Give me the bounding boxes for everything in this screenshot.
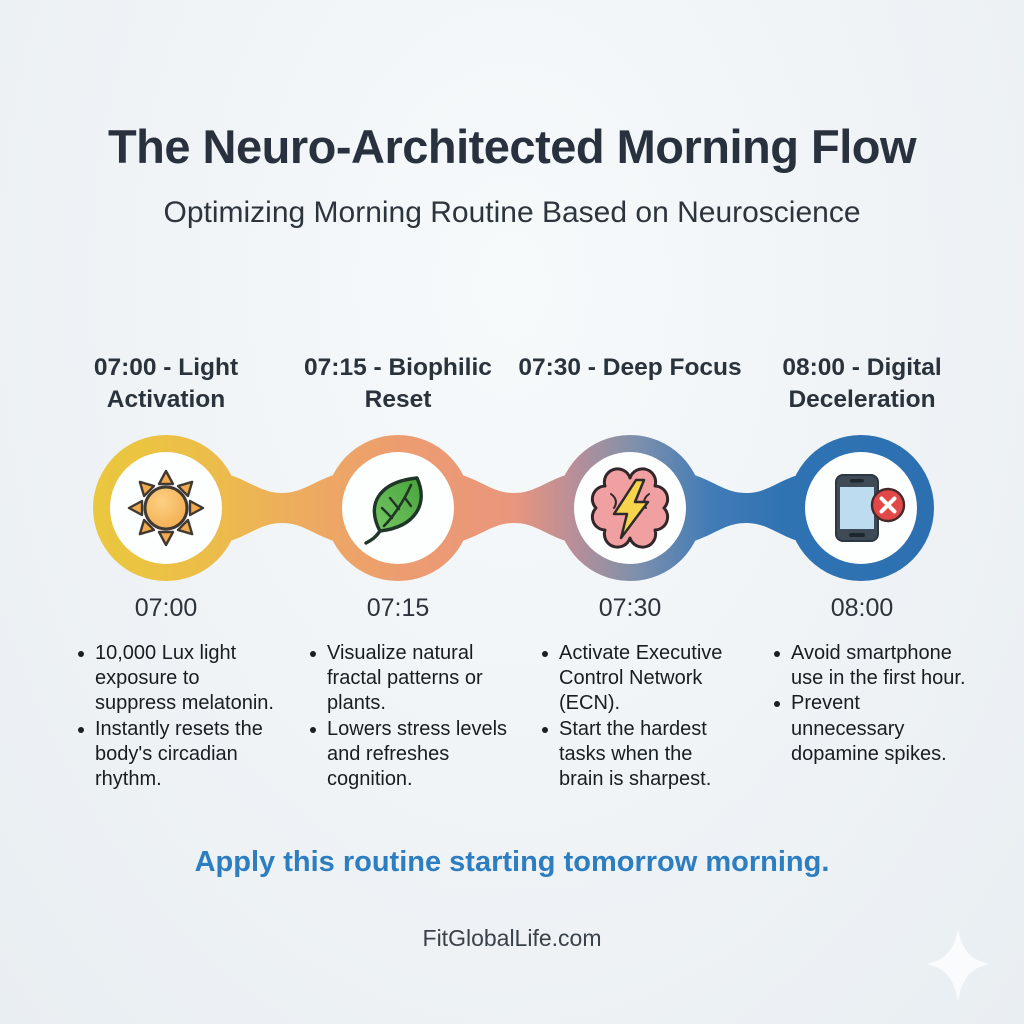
brain-lightning-icon [592, 469, 667, 547]
step-heading-light-activation: 07:00 - Light Activation [93, 354, 239, 413]
bullet-item: 10,000 Lux light exposure to suppress melatonin. [78, 641, 276, 717]
page-subtitle: Optimizing Morning Routine Based on Neuroscience [163, 196, 861, 230]
sparkle-watermark-icon [920, 922, 996, 1006]
step-heading-deep-focus: 07:30 - Deep Focus [518, 354, 742, 382]
bullet-item: Activate Executive Control Network (ECN). [542, 641, 740, 717]
step-times-row [50, 594, 1024, 623]
bullet-list-deep-focus [514, 641, 746, 792]
bullet-item: Avoid smartphone use in the first hour. [774, 641, 972, 691]
step-time-4: 08:00 [830, 594, 894, 623]
step-time-3: 07:30 [598, 594, 662, 623]
sun-icon [129, 471, 203, 545]
step-heading-digital-deceleration: 08:00 - Digital Deceleration [782, 354, 942, 413]
cta-text: Apply this routine starting tomorrow morning. [194, 846, 830, 879]
bullet-item: Prevent unnecessary dopamine spikes. [774, 691, 972, 767]
website-footer: FitGlobalLife.com [422, 925, 602, 952]
bullet-list-light-activation [50, 641, 282, 792]
step-heading-biophilic-reset: 07:15 - Biophilic Reset [304, 354, 492, 413]
step-bullets-row [50, 641, 1024, 792]
step-time-2: 07:15 [366, 594, 430, 623]
bullet-item: Start the hardest tasks when the brain is sharpest. [542, 717, 740, 793]
step-time-1: 07:00 [134, 594, 198, 623]
bullet-list-biophilic-reset [282, 641, 514, 792]
step-headings-row [50, 352, 1024, 430]
bullet-list-digital-deceleration [746, 641, 978, 792]
bullet-item: Lowers stress levels and refreshes cognition. [310, 717, 508, 793]
bullet-item: Instantly resets the body's circadian rhythm. [78, 717, 276, 793]
timeline-graphic [0, 434, 1024, 582]
page-title: The Neuro-Architected Morning Flow [107, 120, 917, 173]
bullet-item: Visualize natural fractal patterns or plants. [310, 641, 508, 717]
